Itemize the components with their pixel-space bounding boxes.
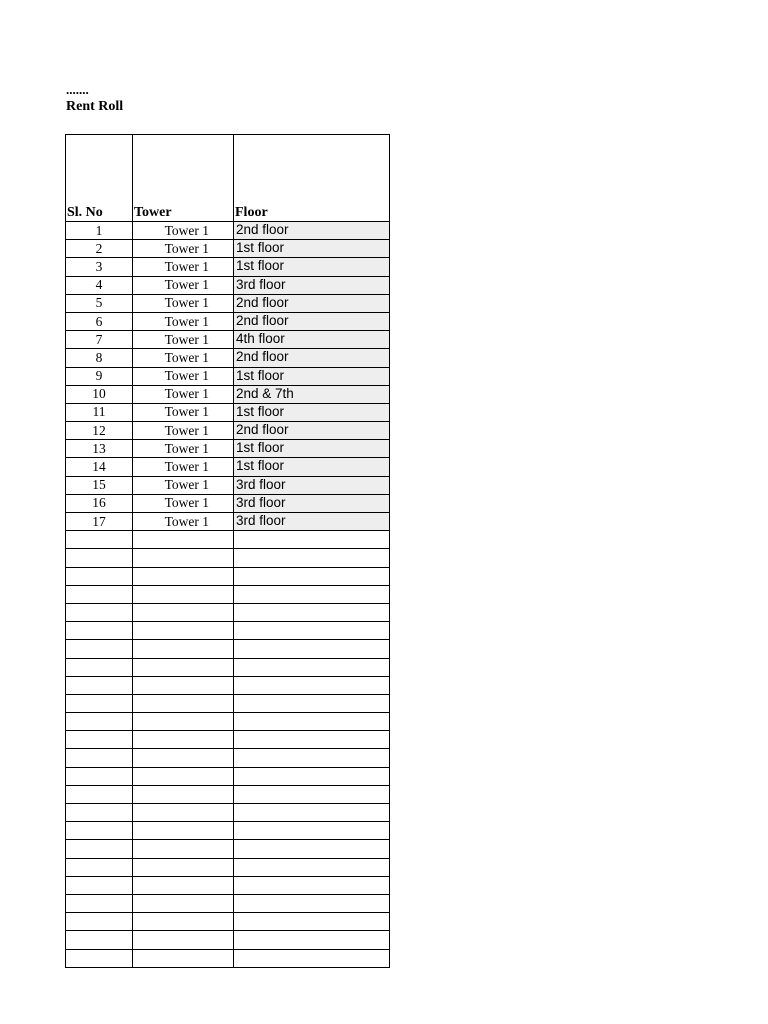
table-body [66,222,390,968]
sl-no-cell[interactable]: 6 [66,312,133,330]
tower-cell[interactable]: Tower 1 [133,367,234,385]
empty-table-row [66,804,390,822]
floor-cell[interactable]: 1st floor [234,258,390,276]
empty-cell[interactable] [234,549,390,567]
empty-cell[interactable] [234,931,390,949]
empty-cell[interactable] [133,804,234,822]
empty-cell[interactable] [133,731,234,749]
empty-cell[interactable] [66,749,133,767]
empty-cell[interactable] [234,804,390,822]
empty-cell[interactable] [66,603,133,621]
empty-cell[interactable] [133,694,234,712]
empty-cell[interactable] [66,822,133,840]
floor-cell[interactable]: 2nd floor [234,349,390,367]
empty-table-row [66,822,390,840]
sl-no-cell[interactable]: 3 [66,258,133,276]
table-row [66,349,390,367]
empty-cell[interactable] [66,949,133,967]
sl-no-cell[interactable]: 17 [66,513,133,531]
empty-cell[interactable] [66,804,133,822]
table-row [66,276,390,294]
empty-table-row [66,622,390,640]
floor-cell[interactable]: 1st floor [234,458,390,476]
header-sl-no: Sl. No [66,135,133,222]
sl-no-cell[interactable]: 1 [66,222,133,240]
empty-cell[interactable] [133,931,234,949]
empty-table-row [66,785,390,803]
empty-cell[interactable] [66,640,133,658]
page-title: Rent Roll [66,99,124,114]
table-row [66,312,390,330]
floor-cell[interactable]: 2nd floor [234,294,390,312]
empty-table-row [66,767,390,785]
empty-table-row [66,949,390,967]
table-row [66,222,390,240]
empty-cell[interactable] [234,840,390,858]
floor-cell[interactable]: 4th floor [234,331,390,349]
tower-cell[interactable]: Tower 1 [133,331,234,349]
sl-no-cell[interactable]: 7 [66,331,133,349]
empty-cell[interactable] [66,676,133,694]
header-tower: Tower [133,135,234,222]
sl-no-cell[interactable]: 14 [66,458,133,476]
empty-cell[interactable] [66,913,133,931]
empty-cell[interactable] [66,767,133,785]
empty-cell[interactable] [234,822,390,840]
empty-table-row [66,731,390,749]
empty-cell[interactable] [234,531,390,549]
sl-no-cell[interactable]: 15 [66,476,133,494]
empty-table-row [66,913,390,931]
table-row [66,513,390,531]
empty-table-row [66,549,390,567]
table-row [66,476,390,494]
ellipsis-marker: ....... [66,82,89,97]
empty-cell[interactable] [66,858,133,876]
empty-cell[interactable] [133,785,234,803]
table-header-row [66,135,390,222]
table-row [66,422,390,440]
tower-cell[interactable]: Tower 1 [133,294,234,312]
empty-table-row [66,585,390,603]
empty-cell[interactable] [133,640,234,658]
empty-cell[interactable] [66,658,133,676]
tower-cell[interactable]: Tower 1 [133,222,234,240]
empty-cell[interactable] [133,622,234,640]
tower-cell[interactable]: Tower 1 [133,403,234,421]
table-row [66,403,390,421]
empty-cell[interactable] [133,713,234,731]
empty-cell[interactable] [66,840,133,858]
sl-no-cell[interactable]: 2 [66,240,133,258]
empty-table-row [66,658,390,676]
empty-cell[interactable] [133,676,234,694]
empty-cell[interactable] [133,894,234,912]
sl-no-cell[interactable]: 5 [66,294,133,312]
empty-table-row [66,858,390,876]
empty-cell[interactable] [66,894,133,912]
empty-cell[interactable] [234,785,390,803]
empty-cell[interactable] [234,767,390,785]
empty-cell[interactable] [66,549,133,567]
empty-cell[interactable] [234,876,390,894]
empty-cell[interactable] [234,858,390,876]
sl-no-cell[interactable]: 10 [66,385,133,403]
tower-cell[interactable]: Tower 1 [133,440,234,458]
empty-cell[interactable] [133,822,234,840]
empty-cell[interactable] [234,731,390,749]
empty-cell[interactable] [234,622,390,640]
floor-cell[interactable]: 2nd floor [234,312,390,330]
empty-cell[interactable] [234,913,390,931]
tower-cell[interactable]: Tower 1 [133,258,234,276]
sl-no-cell[interactable]: 8 [66,349,133,367]
empty-cell[interactable] [234,949,390,967]
empty-cell[interactable] [234,658,390,676]
tower-cell[interactable]: Tower 1 [133,385,234,403]
empty-table-row [66,694,390,712]
empty-cell[interactable] [66,713,133,731]
sl-no-cell[interactable]: 16 [66,494,133,512]
table-row [66,458,390,476]
table-row [66,440,390,458]
empty-cell[interactable] [133,549,234,567]
floor-cell[interactable]: 3rd floor [234,276,390,294]
rent-roll-table [65,134,390,968]
empty-cell[interactable] [66,876,133,894]
floor-cell[interactable]: 1st floor [234,403,390,421]
empty-cell[interactable] [133,749,234,767]
tower-cell[interactable]: Tower 1 [133,513,234,531]
empty-cell[interactable] [66,785,133,803]
empty-cell[interactable] [133,603,234,621]
floor-cell[interactable]: 1st floor [234,367,390,385]
empty-cell[interactable] [234,894,390,912]
floor-cell[interactable]: 2nd floor [234,222,390,240]
floor-cell[interactable]: 3rd floor [234,513,390,531]
empty-cell[interactable] [133,531,234,549]
empty-cell[interactable] [234,585,390,603]
empty-cell[interactable] [234,640,390,658]
empty-cell[interactable] [66,585,133,603]
floor-cell[interactable]: 3rd floor [234,476,390,494]
table-row [66,240,390,258]
tower-cell[interactable]: Tower 1 [133,476,234,494]
empty-cell[interactable] [133,949,234,967]
empty-cell[interactable] [66,731,133,749]
sl-no-cell[interactable]: 11 [66,403,133,421]
tower-cell[interactable]: Tower 1 [133,312,234,330]
floor-cell[interactable]: 2nd & 7th [234,385,390,403]
floor-cell[interactable]: 2nd floor [234,422,390,440]
empty-table-row [66,640,390,658]
empty-table-row [66,676,390,694]
empty-cell[interactable] [133,840,234,858]
sl-no-cell[interactable]: 4 [66,276,133,294]
empty-table-row [66,876,390,894]
empty-table-row [66,603,390,621]
empty-cell[interactable] [234,603,390,621]
floor-cell[interactable]: 1st floor [234,240,390,258]
tower-cell[interactable]: Tower 1 [133,240,234,258]
empty-cell[interactable] [66,622,133,640]
empty-cell[interactable] [133,585,234,603]
table-row [66,294,390,312]
empty-cell[interactable] [234,676,390,694]
empty-table-row [66,749,390,767]
tower-cell[interactable]: Tower 1 [133,276,234,294]
table-row [66,494,390,512]
empty-table-row [66,894,390,912]
sl-no-cell[interactable]: 12 [66,422,133,440]
empty-cell[interactable] [66,931,133,949]
empty-cell[interactable] [66,531,133,549]
table-row [66,367,390,385]
empty-cell[interactable] [234,694,390,712]
table-row [66,385,390,403]
empty-table-row [66,567,390,585]
tower-cell[interactable]: Tower 1 [133,458,234,476]
empty-cell[interactable] [66,567,133,585]
header-floor: Floor [234,135,390,222]
empty-cell[interactable] [234,713,390,731]
floor-cell[interactable]: 1st floor [234,440,390,458]
tower-cell[interactable]: Tower 1 [133,422,234,440]
empty-cell[interactable] [133,767,234,785]
table-row [66,331,390,349]
tower-cell[interactable]: Tower 1 [133,349,234,367]
empty-cell[interactable] [133,876,234,894]
empty-table-row [66,713,390,731]
empty-cell[interactable] [66,694,133,712]
tower-cell[interactable]: Tower 1 [133,494,234,512]
empty-table-row [66,840,390,858]
empty-cell[interactable] [234,749,390,767]
table-row [66,258,390,276]
empty-cell[interactable] [133,567,234,585]
empty-cell[interactable] [133,658,234,676]
empty-cell[interactable] [234,567,390,585]
sl-no-cell[interactable]: 13 [66,440,133,458]
empty-table-row [66,531,390,549]
empty-cell[interactable] [133,913,234,931]
empty-cell[interactable] [133,858,234,876]
floor-cell[interactable]: 3rd floor [234,494,390,512]
sl-no-cell[interactable]: 9 [66,367,133,385]
empty-table-row [66,931,390,949]
